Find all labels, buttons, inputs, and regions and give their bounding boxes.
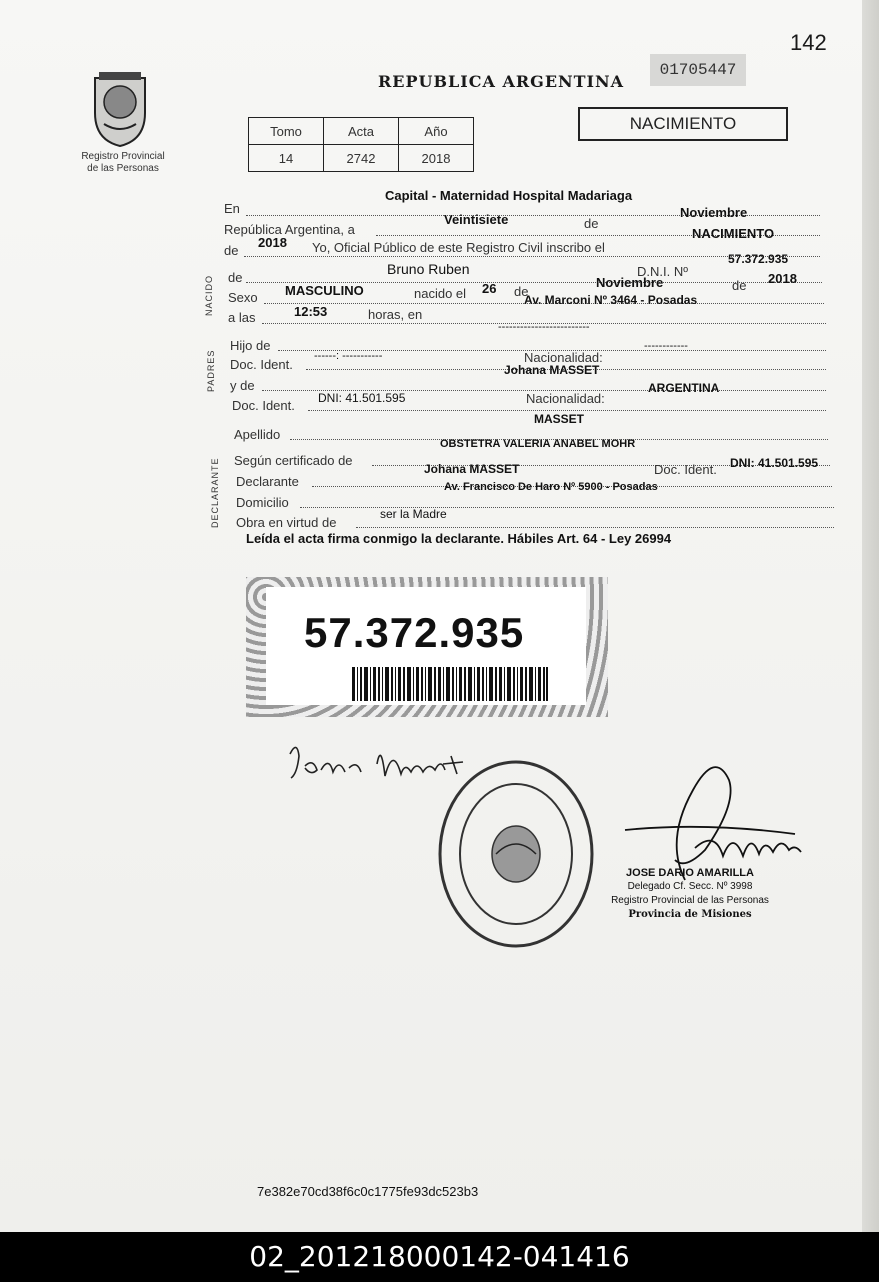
field-apellido: MASSET (534, 412, 585, 426)
label-nacido: nacido el (414, 286, 467, 301)
signatory-line: Provincia de Misiones (628, 909, 752, 920)
provincial-emblem-icon (85, 68, 155, 148)
field-sexo: MASCULINO (285, 283, 364, 298)
closing-text: Leída el acta firma conmigo la declarante. Hábiles Art. 64 - Ley 26994 (246, 531, 672, 546)
page-number: 142 (790, 30, 827, 55)
label-alas: a las (228, 310, 256, 325)
label-declarante: Declarante (236, 474, 299, 489)
field-birth-day: 26 (482, 281, 497, 296)
registry-table (248, 117, 474, 172)
record-type-box: NACIMIENTO (578, 107, 788, 141)
official-seal-icon (436, 758, 596, 950)
label-y-de: y de (230, 378, 255, 393)
table-cell: 14 (249, 145, 324, 172)
dotted-line (308, 409, 826, 411)
table-cell: 2018 (399, 145, 474, 172)
document-title: REPUBLICA ARGENTINA (378, 72, 625, 91)
label-de: de (228, 270, 243, 285)
field-declarante: Johana MASSET (424, 462, 520, 476)
label-de: de (732, 278, 747, 293)
logo-caption-line: Registro Provincial (81, 151, 165, 162)
signatory-block (600, 866, 780, 922)
dni-stamp (246, 577, 608, 717)
table-header-cell: Tomo (249, 118, 324, 145)
side-label-declarante: DECLARANTE (210, 457, 220, 528)
label-sexo: Sexo (228, 290, 258, 305)
side-label-nacido: NACIDO (204, 274, 214, 316)
field-birth-month: Noviembre (596, 275, 664, 290)
document-hash: 7e382e70cd38f6c0c1775fe93dc523b3 (257, 1184, 479, 1199)
table-header-cell: Acta (324, 118, 399, 145)
label-obra: Obra en virtud de (236, 515, 337, 530)
field-father-nationality: ------------ (644, 340, 688, 352)
scan-filename-bar: 02_201218000142-041416 (0, 1232, 879, 1282)
label-segun: Según certificado de (234, 453, 353, 468)
page-edge (862, 0, 879, 1232)
field-birth-year: 2018 (768, 271, 797, 286)
field-mother: Johana MASSET (504, 363, 600, 377)
field-mother-doc: DNI: 41.501.595 (318, 391, 406, 405)
label-horas: horas, en (368, 307, 423, 322)
field-obra: ser la Madre (380, 507, 447, 521)
label-en: En (224, 201, 240, 216)
side-label-padres: PADRES (206, 349, 216, 392)
field-declarante-doc: DNI: 41.501.595 (730, 456, 819, 470)
signatory-line: Delegado Cf. Secc. Nº 3998 (627, 881, 753, 892)
field-domicilio: Av. Francisco De Haro Nº 5900 - Posadas (444, 481, 658, 493)
field-record: NACIMIENTO (692, 226, 775, 241)
dotted-line (356, 526, 834, 528)
field-month: Noviembre (680, 205, 748, 220)
barcode-icon (352, 667, 548, 701)
dni-stamp-panel (266, 587, 586, 705)
logo-caption (70, 151, 176, 175)
field-name: Bruno Ruben (387, 261, 470, 277)
field-mother-nationality: ARGENTINA (648, 381, 720, 395)
label-de: de (584, 216, 599, 231)
field-birth-place: Av. Marconi Nº 3464 - Posadas (524, 293, 698, 307)
label-republica: República Argentina, a (224, 222, 355, 237)
serial-number: 01705447 (650, 54, 746, 86)
label-yo: Yo, Oficial Público de este Registro Civil inscribo el (312, 240, 605, 255)
field-father-doc: ------: ----------- (314, 350, 383, 362)
field-place: Capital - Maternidad Hospital Madariaga (385, 188, 633, 203)
label-de: de (514, 284, 529, 299)
table-row (249, 118, 474, 145)
label-domicilio: Domicilio (236, 495, 289, 510)
label-hijo: Hijo de (230, 338, 271, 353)
table-row (249, 145, 474, 172)
label-de: de (224, 243, 239, 258)
label-dni: D.N.I. Nº (637, 264, 688, 279)
label-apellido: Apellido (234, 427, 281, 442)
field-dni: 57.372.935 (728, 252, 789, 266)
field-day-words: Veintisiete (444, 212, 509, 227)
field-certificate: OBSTETRA VALERIA ANABEL MOHR (440, 438, 636, 450)
label-nacionalidad: Nacionalidad: (526, 391, 605, 406)
field-year: 2018 (258, 235, 287, 250)
field-time: 12:53 (294, 304, 328, 319)
table-header-cell: Año (399, 118, 474, 145)
table-cell: 2742 (324, 145, 399, 172)
signatory-line: Registro Provincial de las Personas (611, 895, 769, 906)
label-nacionalidad: Nacionalidad: (524, 350, 603, 365)
label-doc-ident: Doc. Ident. (232, 398, 295, 413)
dni-stamp-number: 57.372.935 (304, 609, 525, 656)
field-father: ------------------------- (498, 321, 590, 333)
logo-caption-line: de las Personas (87, 163, 159, 174)
label-doc-ident: Doc. Ident. (654, 462, 717, 477)
signatory-name: JOSE DARIO AMARILLA (626, 867, 754, 879)
label-doc-ident: Doc. Ident. (230, 357, 293, 372)
